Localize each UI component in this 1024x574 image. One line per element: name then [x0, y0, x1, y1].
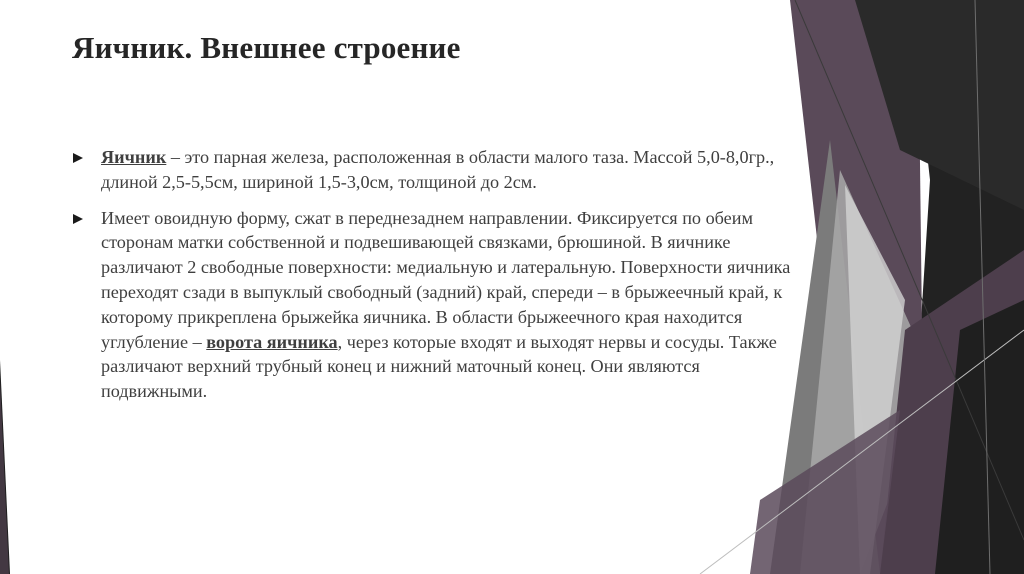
bullet-arrow-icon	[73, 153, 83, 163]
bullet-arrow-icon	[73, 214, 83, 224]
bullet-item-definition	[72, 145, 792, 195]
slide-title: Яичник. Внешнее строение	[72, 30, 461, 65]
bullet-item-structure	[72, 206, 792, 404]
left-edge-plum-shape	[0, 380, 9, 574]
bullet-list	[72, 145, 792, 415]
term-ovary-hilum: ворота яичника	[206, 331, 338, 352]
bullet-text-before: Имеет овоидную форму, сжат в переднезаднем направлении. Фиксируется по обеим сторонам матки собственной и подвешивающей связками, брюшиной. В яичнике различают 2 свободные поверхности: медиальную и латеральную. Поверхности яичника переходят сзади в выпуклый свободный (задний) край, спереди – в брыжеечный край, к которому прикреплена брыжейка яичника. В области брыжеечного края находится углубление –	[101, 207, 791, 352]
bullet-text: – это парная железа, расположенная в области малого таза. Массой 5,0-8,0гр., длиной 2,5-5,5см, шириной 1,5-3,0см, толщиной до 2см.	[101, 147, 775, 192]
term-ovary: Яичник	[101, 147, 167, 167]
bullet-text-after: , через которые входят и выходят нервы и сосуды. Также различают верхний трубный конец и нижний маточный конец. Они являются подвижными.	[101, 331, 777, 402]
